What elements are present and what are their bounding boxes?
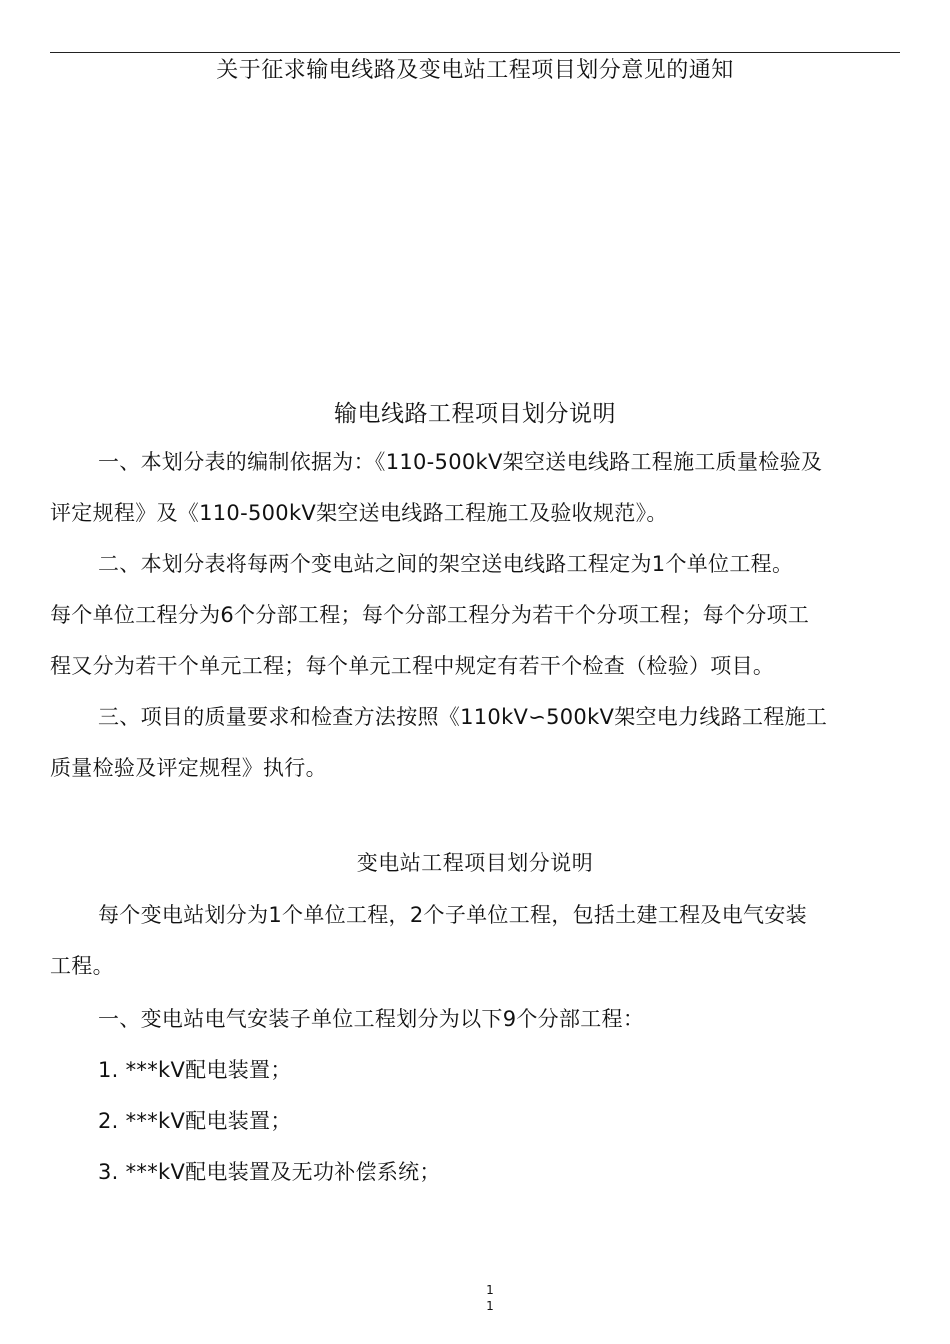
- paragraph-line: 三、项目的质量要求和检查方法按照《110kV∽500kV架空电力线路工程施工: [98, 705, 828, 729]
- paragraph-line: 评定规程》及《110-500kV架空送电线路工程施工及验收规范》。: [50, 501, 668, 525]
- line-paragraph-quality: [50, 692, 902, 794]
- page-number: 1: [486, 1283, 494, 1297]
- list-item-text: 2. ***kV配电装置；: [98, 1109, 292, 1133]
- list-item: [50, 1147, 902, 1198]
- paragraph-line: 工程。: [50, 954, 114, 978]
- substation-section-title: 变电站工程项目划分说明: [356, 851, 594, 875]
- line-paragraph-division: [50, 539, 902, 692]
- list-item-text: 3. ***kV配电装置及无功补偿系统；: [98, 1160, 441, 1184]
- list-item: [50, 1045, 902, 1096]
- document-header-title: 关于征求输电线路及变电站工程项目划分意见的通知: [216, 58, 734, 83]
- paragraph-line: 二、本划分表将每两个变电站之间的架空送电线路工程定为1个单位工程。: [98, 552, 794, 576]
- substation-paragraph-electrical: [50, 994, 902, 1045]
- substation-paragraph-units: [50, 890, 902, 992]
- line-section-title: 输电线路工程项目划分说明: [334, 401, 616, 427]
- paragraph-line: 一、本划分表的编制依据为：《110-500kV架空送电线路工程施工质量检验及: [98, 450, 823, 474]
- page-number: 1: [486, 1299, 494, 1313]
- paragraph-line: 质量检验及评定规程》执行。: [50, 756, 327, 780]
- paragraph-line: 程又分为若干个单元工程；每个单元工程中规定有若干个检查（检验）项目。: [50, 654, 775, 678]
- line-paragraph-basis: [50, 437, 902, 539]
- paragraph-line: 一、变电站电气安装子单位工程划分为以下9个分部工程：: [98, 1007, 645, 1031]
- paragraph-line: 每个单位工程分为6个分部工程；每个分部工程分为若干个分项工程；每个分项工: [50, 603, 810, 627]
- list-item: [50, 1096, 902, 1147]
- paragraph-line: 每个变电站划分为1个单位工程，2个子单位工程，包括土建工程及电气安装: [98, 903, 807, 927]
- header-rule: [50, 52, 900, 53]
- list-item-text: 1. ***kV配电装置；: [98, 1058, 292, 1082]
